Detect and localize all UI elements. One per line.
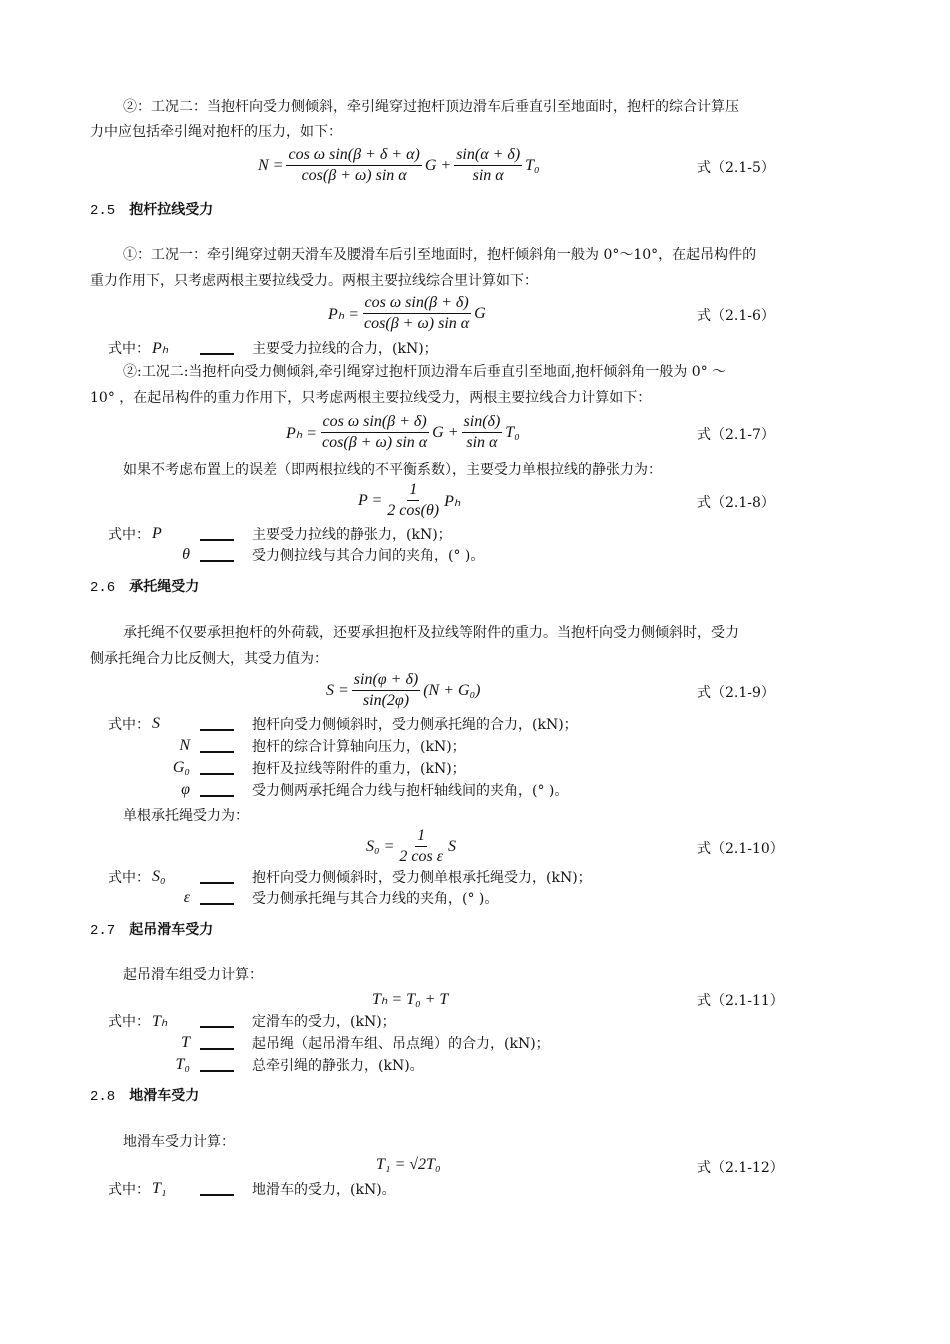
equation-2-1-11 [372, 989, 448, 1009]
definition-row [90, 1032, 550, 1054]
section-number: 2.6 [90, 580, 116, 596]
denominator: 2 cos(θ) [387, 502, 440, 519]
equation-number: 式（2.1-6） [697, 308, 775, 324]
equation-number: 式（2.1-10） [697, 841, 784, 857]
paragraph-line: 如果不考虑布置上的误差（即两根拉线的不平衡系数），主要受力单根拉线的静张力为： [123, 462, 662, 478]
eq-tail: G [474, 304, 486, 322]
fraction [286, 145, 421, 186]
fraction [362, 293, 471, 334]
paragraph-line: ①：工况一：牵引绳穿过朝天滑车及腰滑车后引至地面时，抱杆倾斜角一般为 0°～10°，在起吊构件的 [123, 247, 757, 263]
denominator: sin α [466, 434, 498, 451]
paragraph-line: 重力作用下，只考虑两根主要拉线受力。两根主要拉线综合里计算如下： [90, 273, 538, 289]
eq-expression: Tₕ = T₀ + T [372, 991, 449, 1008]
section-number: 2.8 [90, 1089, 116, 1105]
denominator: sin(2φ) [362, 692, 410, 709]
eq-tail: (N + G₀) [423, 681, 481, 699]
equation-2-1-7 [286, 412, 520, 453]
definition-text: 定滑车的受力，(kN)； [252, 1014, 396, 1030]
eq-mid: G + [424, 156, 452, 174]
equation-2-1-10 [366, 826, 456, 867]
section-number: 2.7 [90, 923, 116, 939]
section-title: 承托绳受力 [129, 579, 200, 595]
dash-separator [200, 795, 234, 797]
dash-separator [200, 560, 234, 562]
definition-text: 主要受力拉线的静张力，(kN)； [252, 527, 452, 543]
definition-text: 抱杆的综合计算轴向压力，(kN)； [252, 739, 466, 755]
symbol: P [152, 525, 162, 542]
definition-text: 主要受力拉线的合力，(kN)； [252, 341, 438, 357]
symbol: N [179, 737, 190, 754]
paragraph-line: 承托绳不仅要承担抱杆的外荷载，还要承担抱杆及拉线等附件的重力。当抱杆向受力侧倾斜时，受力 [123, 625, 739, 641]
symbol: S [152, 715, 160, 732]
dash-separator [200, 903, 234, 905]
equation-number: 式（2.1-12） [697, 1160, 784, 1176]
definition-row [90, 866, 592, 888]
eq-lhs: P = [358, 491, 383, 509]
dash-separator [200, 539, 234, 541]
denominator: cos(β + ω) sin α [301, 167, 407, 184]
numerator: sin(δ) [462, 412, 503, 433]
numerator: sin(φ + δ) [352, 670, 420, 691]
eq-tail: S [448, 837, 456, 855]
equation-2-1-8 [358, 480, 460, 521]
definition-text: 受力侧两承托绳合力线与抱杆轴线间的夹角，(° )。 [252, 783, 569, 799]
eq-tail: Pₕ [444, 492, 461, 510]
definition-text: 抱杆及拉线等附件的重力，(kN)； [252, 761, 466, 777]
definition-row [90, 523, 452, 545]
eq-tail: T₀ [525, 156, 540, 174]
equation-2-1-9 [326, 670, 480, 711]
definition-text: 受力侧拉线与其合力间的夹角，(° )。 [252, 548, 485, 564]
dash-separator [200, 1048, 234, 1050]
symbol: T [181, 1034, 190, 1051]
symbol: φ [181, 781, 190, 798]
symbol: θ [182, 546, 190, 563]
definition-row [90, 735, 466, 757]
definition-prefix: 式中： [108, 1014, 150, 1030]
definition-prefix: 式中： [108, 1182, 150, 1198]
eq-expression: T₁ = √2T₀ [376, 1156, 441, 1173]
paragraph-line: 力中应包括牵引绳对抱杆的压力，如下： [90, 124, 342, 140]
definition-text: 起吊绳（起吊滑车组、吊点绳）的合力，(kN)； [252, 1036, 550, 1052]
definition-row [90, 1010, 396, 1032]
definition-prefix: 式中： [108, 341, 150, 357]
fraction [462, 412, 503, 453]
definition-row [90, 713, 578, 735]
fraction [385, 480, 441, 521]
fraction [320, 412, 429, 453]
definition-text: 抱杆向受力侧倾斜时，受力侧单根承托绳受力，(kN)； [252, 870, 592, 886]
denominator: cos(β + ω) sin α [364, 315, 470, 332]
section-title: 地滑车受力 [129, 1088, 200, 1104]
fraction [352, 670, 420, 711]
symbol: Pₕ [152, 340, 169, 357]
symbol: G₀ [172, 759, 190, 776]
definition-row [90, 779, 568, 801]
eq-lhs: Pₕ = [286, 424, 318, 442]
definition-text: 地滑车的受力，(kN)。 [252, 1182, 396, 1198]
dash-separator [200, 773, 234, 775]
eq-tail: T₀ [505, 423, 520, 441]
definition-row [90, 887, 498, 909]
fraction [454, 145, 522, 186]
symbol: T₀ [175, 1056, 190, 1073]
equation-number: 式（2.1-7） [697, 427, 775, 443]
equation-2-1-5 [258, 145, 540, 186]
dash-separator [200, 1194, 234, 1196]
paragraph-line: 起吊滑车组受力计算： [123, 967, 263, 983]
numerator: cos ω sin(β + δ) [363, 293, 471, 314]
equation-2-1-6 [328, 293, 486, 334]
eq-lhs: S₀ = [366, 837, 395, 855]
paragraph-line: 单根承托绳受力为： [123, 808, 249, 824]
dash-separator [200, 353, 234, 355]
eq-lhs: S = [326, 681, 349, 699]
paragraph-line: 10° ，在起吊构件的重力作用下，只考虑两根主要拉线受力，两根主要拉线合力计算如下： [90, 390, 652, 406]
symbol: T₁ [152, 1180, 167, 1197]
definition-row [90, 1054, 424, 1076]
equation-number: 式（2.1-9） [697, 685, 775, 701]
section-number: 2.5 [90, 203, 116, 219]
equation-number: 式（2.1-8） [697, 495, 775, 511]
definition-text: 抱杆向受力侧倾斜时，受力侧承托绳的合力，(kN)； [252, 717, 578, 733]
section-heading-2-5 [90, 200, 213, 221]
fraction [397, 826, 445, 867]
equation-number: 式（2.1-5） [697, 160, 775, 176]
definition-row [90, 757, 466, 779]
paragraph-line: 侧承托绳合力比反侧大，其受力值为： [90, 651, 328, 667]
eq-lhs: N = [258, 156, 284, 174]
definition-prefix: 式中： [108, 527, 150, 543]
paragraph-line: 地滑车受力计算： [123, 1134, 235, 1150]
section-heading-2-6 [90, 577, 199, 598]
dash-separator [200, 751, 234, 753]
definition-prefix: 式中： [108, 717, 150, 733]
symbol: S₀ [152, 868, 166, 885]
definition-row [90, 337, 438, 359]
numerator: sin(α + δ) [454, 145, 522, 166]
definition-row [90, 544, 484, 566]
definition-text: 受力侧承托绳与其合力线的夹角，(° )。 [252, 891, 499, 907]
denominator: cos(β + ω) sin α [322, 434, 428, 451]
section-heading-2-8 [90, 1086, 199, 1107]
eq-mid: G + [432, 423, 459, 441]
section-title: 抱杆拉线受力 [129, 202, 214, 218]
paragraph-line: ②:工况二:当抱杆向受力侧倾斜,牵引绳穿过抱杆顶边滑车后垂直引至地面,抱杆倾斜角一般为 0° ～ [123, 364, 727, 380]
symbol: ε [183, 889, 190, 906]
dash-separator [200, 882, 234, 884]
numerator: cos ω sin(β + δ) [321, 412, 429, 433]
dash-separator [200, 1026, 234, 1028]
numerator: 1 [415, 826, 427, 847]
numerator: cos ω sin(β + δ + α) [286, 145, 421, 166]
dash-separator [200, 1070, 234, 1072]
dash-separator [200, 729, 234, 731]
denominator: sin α [472, 167, 504, 184]
eq-lhs: Pₕ = [328, 305, 360, 323]
denominator: 2 cos ε [399, 848, 443, 865]
section-title: 起吊滑车受力 [129, 922, 214, 938]
numerator: 1 [407, 480, 419, 501]
symbol: Tₕ [152, 1013, 168, 1030]
definition-row [90, 1178, 396, 1200]
equation-number: 式（2.1-11） [697, 993, 784, 1009]
equation-2-1-12 [376, 1156, 441, 1174]
section-heading-2-7 [90, 920, 213, 941]
definition-prefix: 式中： [108, 870, 150, 886]
paragraph-line: ②：工况二：当抱杆向受力侧倾斜，牵引绳穿过抱杆顶边滑车后垂直引至地面时，抱杆的综合计算压 [123, 99, 739, 115]
definition-text: 总牵引绳的静张力，(kN)。 [252, 1058, 424, 1074]
